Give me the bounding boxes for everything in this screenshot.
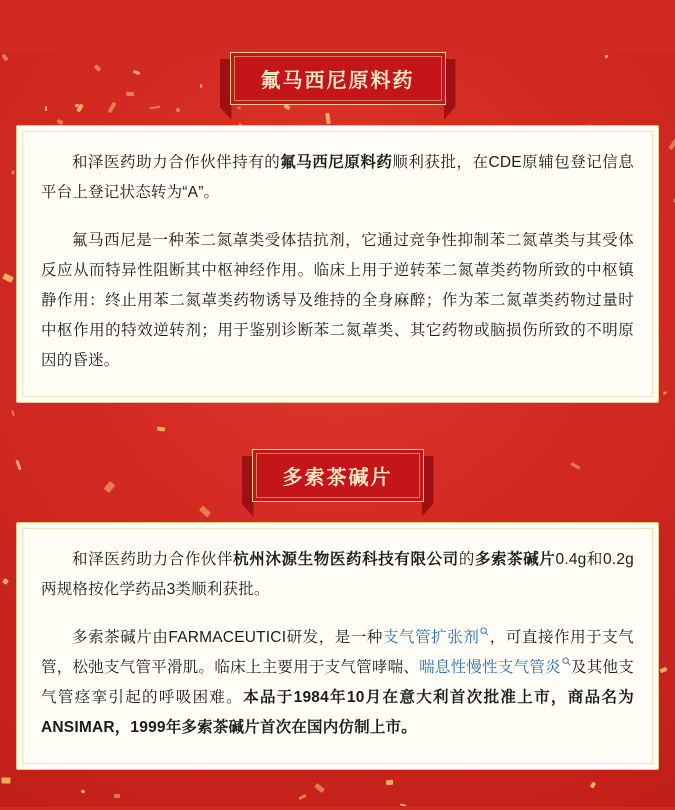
section-title-text: 氟马西尼原料药 — [260, 70, 415, 92]
section-title-2 — [16, 449, 659, 502]
section-title-text: 多索茶碱片 — [282, 467, 393, 489]
paragraph — [41, 148, 634, 208]
inline-link[interactable]: 支气管扩张剂 — [383, 629, 489, 646]
text-run: 的 — [458, 551, 475, 568]
text-run: 0.4g和0.2g两规格按化学药品3类顺利获批。 — [41, 551, 634, 598]
text-run: 和泽医药助力合作伙伴 — [72, 551, 234, 568]
emphasis-text: 杭州沐源生物医药科技有限公司 — [233, 551, 459, 568]
emphasis-text: 本品于1984年10月在意大利首次批准上市，商品名为ANSIMAR，1999年多索茶碱片首次在国内仿制上市。 — [41, 689, 634, 736]
article-body — [0, 52, 675, 810]
ribbon-banner — [230, 52, 446, 105]
ribbon-banner — [252, 449, 424, 502]
emphasis-text: 多索茶碱片 — [474, 551, 556, 568]
section-title-1 — [16, 52, 659, 105]
text-run: 氟马西尼是一种苯二氮䓬类受体拮抗剂，它通过竞争性抑制苯二氮䓬类与其受体反应从而特异性阻断其中枢神经作用。临床上用于逆转苯二氮䓬类药物所致的中枢镇静作用：终止用苯二氮䓬类药物诱导及维持的全身麻醉；作为苯二氮䓬类药物过量时中枢作用的特效逆转剂；用于鉴别诊断苯二氮䓬类、其它药物或脑损伤所致的不明原因的昏迷。 — [41, 232, 634, 369]
content-card-2 — [16, 522, 659, 770]
text-run: 和泽医药助力合作伙伴持有的 — [72, 154, 281, 171]
paragraph — [41, 623, 634, 743]
emphasis-text: 氟马西尼原料药 — [280, 154, 393, 171]
search-icon — [480, 627, 489, 636]
text-run: 多索茶碱片由FARMACEUTICI研发，是一种 — [72, 629, 383, 646]
text-run: ，可直接作用于支气管，松弛支气管平滑肌。临床上主要用于支气管哮喘、 — [41, 629, 634, 676]
paragraph — [41, 226, 634, 376]
inline-link[interactable]: 喘息性慢性支气管炎 — [419, 659, 571, 676]
text-run: 及其他支气管痉挛引起的呼吸困难。 — [41, 659, 634, 706]
text-run: 顺利获批，在CDE原辅包登记信息平台上登记状态转为“A”。 — [41, 154, 634, 201]
bottom-spacer — [16, 770, 659, 810]
search-icon — [562, 657, 571, 666]
content-card-1 — [16, 125, 659, 403]
paragraph — [41, 545, 634, 605]
